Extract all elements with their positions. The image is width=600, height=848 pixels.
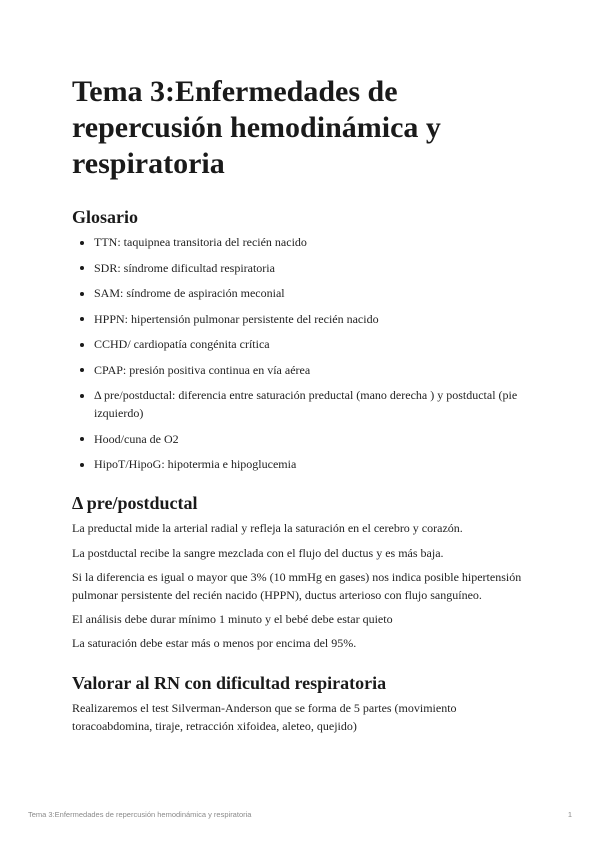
list-item: HipoT/HipoG: hipotermia e hipoglucemia	[72, 455, 542, 473]
paragraph: La postductal recibe la sangre mezclada con el flujo del ductus y es más baja.	[72, 546, 444, 560]
respiratory-heading: Valorar al RN con dificultad respiratoria	[72, 673, 387, 693]
list-item: CPAP: presión positiva continua en vía aérea	[72, 361, 542, 379]
list-item: TTN: taquipnea transitoria del recién nacido	[72, 233, 542, 251]
list-item: Hood/cuna de O2	[72, 430, 542, 448]
page-title: Tema 3:Enfermedades de repercusión hemodinámica y respiratoria	[72, 75, 441, 180]
footer-doc-title: Tema 3:Enfermedades de repercusión hemodinámica y respiratoria	[28, 810, 252, 819]
paragraph: Si la diferencia es igual o mayor que 3% (10 mmHg en gases) nos indica posible hipertensión pulmonar persistente del recién nacido (HPPN), ductus arterioso con flujo sanguíneo.	[72, 570, 522, 602]
list-item: Δ pre/postductal: diferencia entre saturación preductal (mano derecha ) y postductal (pie izquierdo)	[72, 386, 542, 422]
glossary-list	[72, 233, 542, 481]
paragraph: El análisis debe durar mínimo 1 minuto y el bebé debe estar quieto	[72, 612, 393, 626]
list-item: HPPN: hipertensión pulmonar persistente del recién nacido	[72, 310, 542, 328]
footer-page-number: 1	[567, 810, 572, 819]
list-item: SDR: síndrome dificultad respiratoria	[72, 259, 542, 277]
paragraph: La preductal mide la arterial radial y refleja la saturación en el cerebro y corazón.	[72, 521, 463, 535]
paragraph: La saturación debe estar más o menos por encima del 95%.	[72, 636, 357, 650]
list-item: SAM: síndrome de aspiración meconial	[72, 284, 542, 302]
glossary-heading: Glosario	[72, 207, 138, 227]
paragraph: Realizaremos el test Silverman-Anderson que se forma de 5 partes (movimiento toracoabdomina, tiraje, retracción xifoidea, aleteo, quejido)	[72, 701, 457, 733]
ductal-heading: Δ pre/postductal	[72, 493, 198, 513]
list-item: CCHD/ cardiopatía congénita crítica	[72, 335, 542, 353]
